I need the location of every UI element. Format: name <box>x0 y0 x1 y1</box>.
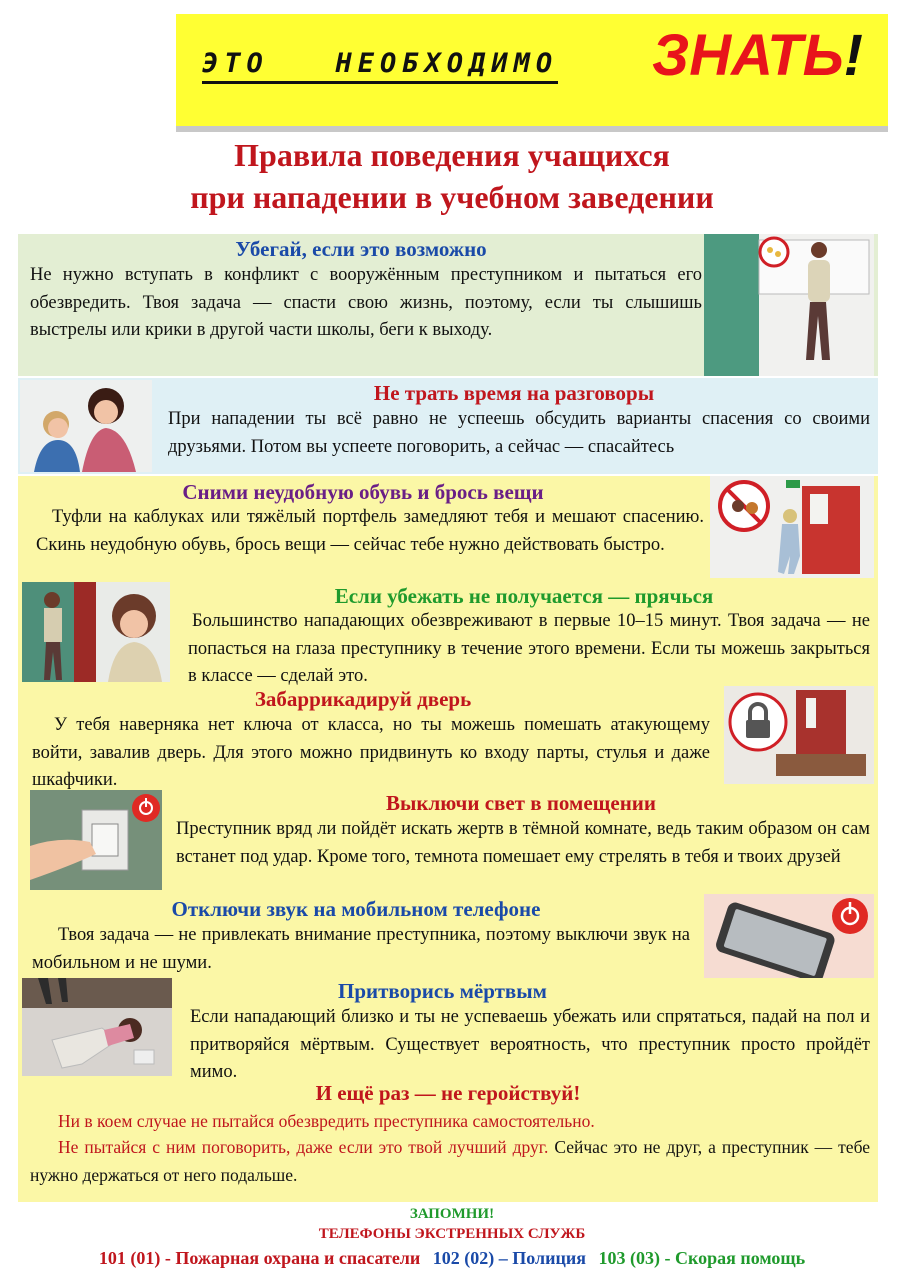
final-line2-red: Не пытайся с ним поговорить, даже если это твой лучший друг. <box>58 1137 549 1157</box>
section-heading: Не трать время на разговоры <box>373 381 655 405</box>
footer-remember: ЗАПОМНИ! <box>409 1206 495 1222</box>
phone-fire: 101 (01) - Пожарная охрана и спасатели <box>98 1248 421 1268</box>
section-text: Большинство нападающих обезвреживают в первые 10–15 минут. Твоя задача — не попасться на глаза преступнику в течение этого времени. Если ты можешь закрыться в классе — сделай это. <box>188 611 870 686</box>
girl-running-from-classroom-image <box>704 234 874 376</box>
banner-text-right <box>652 22 863 89</box>
final-line1: Ни в коем случае не пытайся обезвредить преступника самостоятельно. <box>58 1111 595 1131</box>
section-text: У тебя наверняка нет ключа от класса, но ты можешь помешать атакующему войти, завалив дверь. Для этого можно придвинуть ко входу парты, стулья и даже шкафчики. <box>32 715 710 790</box>
section-shoes <box>18 476 878 580</box>
section-heading: Забаррикадируй дверь <box>254 687 472 711</box>
section-text: Преступник вряд ли пойдёт искать жертв в тёмной комнате, ведь таким образом он сам встанет под удар. Кроме того, темнота помешает ему стрелять в тебя и твоих друзей <box>176 819 870 867</box>
section-lights <box>18 788 878 892</box>
section-text: Твоя задача — не привлекать внимание преступника, поэтому выключи звук на мобильном и не шуми. <box>32 925 690 973</box>
section-hide <box>18 580 878 684</box>
hand-on-light-switch-image <box>30 790 162 890</box>
page-title-line2: при нападении в учебном заведении <box>190 179 714 215</box>
section-heading: Притворись мёртвым <box>338 979 547 1003</box>
section-heading: Выключи свет в помещении <box>385 791 657 815</box>
banner-text-left: ЭТО НЕОБХОДИМО <box>202 48 558 84</box>
girl-lying-on-floor-image <box>22 978 172 1076</box>
banner-exclamation: ! <box>843 23 863 88</box>
section-no-heroics <box>18 1078 878 1198</box>
section-heading: И ещё раз — не геройствуй! <box>315 1081 581 1105</box>
section-run <box>18 234 878 376</box>
section-text: Туфли на каблуках или тяжёлый портфель замедляют тебя и мешают спасению. Скинь неудобную обувь, брось вещи — сейчас тебе нужно действовать быстро. <box>36 507 704 555</box>
no-talking-sign-and-exit-door-image <box>710 476 874 578</box>
section-barricade <box>18 684 878 788</box>
section-heading: Отключи звук на мобильном телефоне <box>171 897 541 921</box>
woman-shushing-child-image <box>20 380 152 472</box>
section-heading: Сними неудобную обувь и брось вещи <box>182 480 544 504</box>
section-play-dead <box>18 976 878 1082</box>
final-line2 <box>30 1134 870 1189</box>
banner-znat: ЗНАТЬ <box>652 23 844 88</box>
phone-police: 102 (02) – Полиция <box>432 1248 586 1268</box>
section-heading: Убегай, если это возможно <box>235 237 487 261</box>
final-line2-black: Сейчас это не друг, а преступник — тебе нужно держаться от него подальше. <box>30 1137 871 1185</box>
footer-phones <box>0 1248 904 1269</box>
section-text: При нападении ты всё равно не успеешь обсудить варианты спасения со своими друзьями. Потом вы успеете поговорить, а сейчас — спасайтесь <box>168 409 870 457</box>
girl-hiding-behind-door-image <box>22 582 170 682</box>
phone-ambulance: 103 (03) - Скорая помощь <box>598 1248 806 1268</box>
section-text: Не нужно вступать в конфликт с вооружённым преступником и пытаться его обезвредить. Твоя задача — спасти свою жизнь, поэтому, если ты слышишь выстрелы или крики в другой части школы, беги к выходу. <box>30 265 702 340</box>
section-text: Если нападающий близко и ты не успеваешь убежать или спрятаться, падай на пол и притворяйся мёртвым. Существует вероятность, что преступник просто пройдёт мимо. <box>190 1007 870 1082</box>
smartphone-power-off-image <box>704 894 874 978</box>
footer-phones-title: ТЕЛЕФОНЫ ЭКСТРЕННЫХ СЛУЖБ <box>318 1226 586 1242</box>
lock-icon-and-door-image <box>724 686 874 784</box>
section-heading: Если убежать не получается — прячься <box>334 584 714 608</box>
section-no-talk <box>18 378 878 474</box>
section-phone <box>18 894 878 976</box>
page-title-line1: Правила поведения учащихся <box>234 137 670 173</box>
